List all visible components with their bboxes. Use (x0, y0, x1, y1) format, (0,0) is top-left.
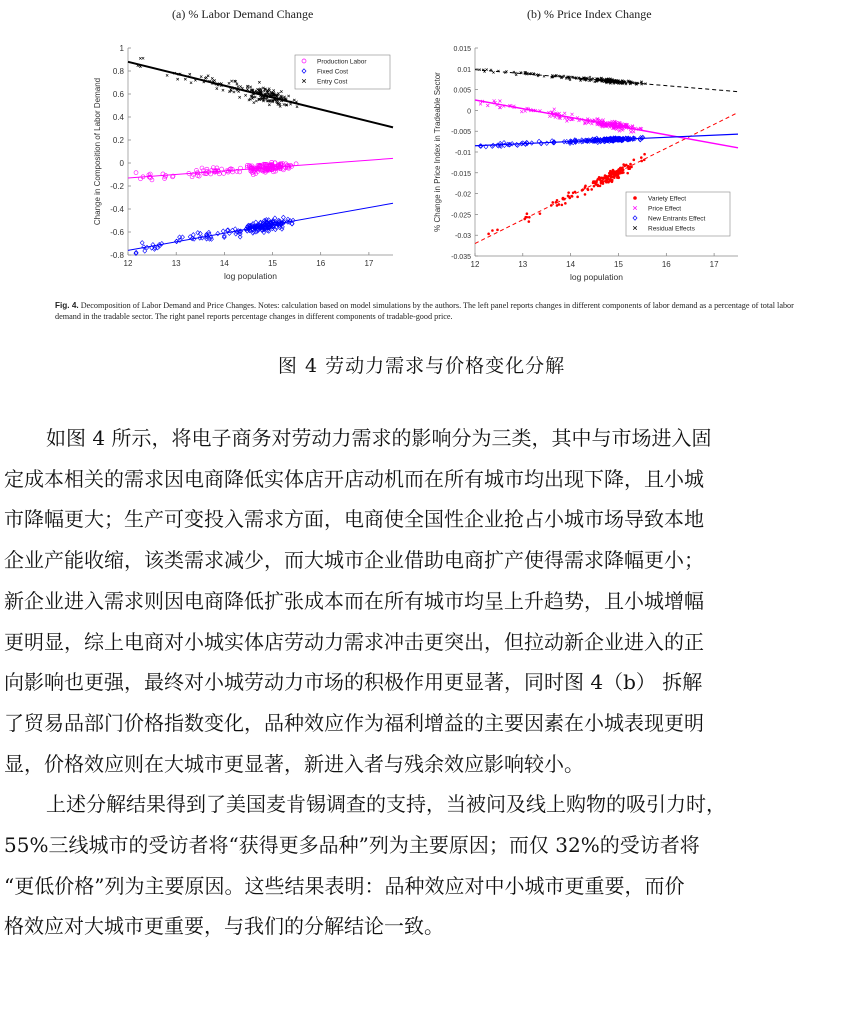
y-tick-label: 0.8 (112, 67, 124, 76)
x-tick-label: 12 (123, 259, 133, 268)
data-point (181, 235, 185, 239)
labor-demand-chart (88, 40, 400, 285)
data-point (236, 83, 238, 85)
y-tick-label: -0.025 (451, 212, 471, 220)
data-point (630, 166, 633, 169)
panel-a-title: (a) % Labor Demand Change (172, 7, 314, 21)
fit-line (128, 158, 393, 178)
data-point (584, 193, 587, 196)
data-point (289, 103, 291, 105)
data-point (558, 203, 561, 206)
y-tick-label: -0.01 (455, 150, 471, 157)
y-tick-label: 0.005 (453, 87, 471, 95)
x-tick-label: 12 (470, 260, 480, 269)
paragraph-2 (4, 784, 839, 947)
data-point (613, 176, 616, 179)
data-point (608, 180, 611, 183)
body-line: 上述分解结果得到了美国麦肯锡调查的支持，当被问及线上购物的吸引力时， (46, 792, 726, 817)
body-line: 更明显，综上电商对小城实体店劳动力需求冲击更突出，但拉动新企业进入的正 (4, 629, 704, 654)
data-point (233, 91, 235, 93)
figure-caption-label: Fig. 4. (55, 301, 79, 310)
x-tick-label: 14 (219, 259, 229, 268)
x-axis-label: log population (570, 272, 623, 282)
y-tick-label: -0.03 (455, 233, 471, 241)
data-point (602, 177, 605, 180)
paragraph-1 (4, 418, 839, 784)
figure-title-chinese: 图 4 劳动力需求与价格变化分解 (277, 355, 566, 377)
data-point (293, 99, 295, 101)
data-point (597, 185, 600, 188)
data-point (176, 78, 178, 80)
data-point (629, 131, 632, 134)
data-point (563, 112, 566, 115)
data-point (567, 195, 570, 198)
legend-label: Entry Cost (317, 78, 348, 86)
legend-marker (633, 196, 637, 200)
data-point (632, 159, 635, 162)
data-point (254, 96, 256, 98)
x-axis-label: log population (224, 271, 277, 281)
data-point (584, 186, 587, 189)
data-point (615, 128, 618, 131)
data-point (249, 86, 251, 88)
x-tick-label: 16 (661, 260, 671, 269)
y-tick-label: -0.02 (455, 191, 471, 199)
data-point (551, 201, 554, 204)
body-line: 了贸易品部门价格指数变化，品种效应作为福利增益的主要因素在小城表现更明 (4, 710, 704, 735)
data-point (623, 165, 626, 168)
x-tick-label: 14 (566, 260, 576, 269)
body-line: 55%三线城市的受访者将“获得更多品种”列为主要原因；而仅 32%的受访者将 (4, 833, 700, 858)
data-point (526, 212, 529, 215)
data-point (216, 87, 218, 89)
body-line: 显，价格效应则在大城市更显著，新进入者与残余效应影响较小。 (4, 751, 584, 776)
data-point (281, 215, 285, 219)
data-point (211, 77, 213, 79)
price-index-chart (430, 40, 742, 285)
y-tick-label: 0.6 (112, 90, 124, 99)
y-tick-label: 0 (119, 159, 124, 168)
series-production-labor (128, 158, 393, 181)
x-tick-label: 16 (316, 259, 326, 268)
data-point (617, 176, 620, 179)
data-point (237, 85, 239, 87)
data-point (539, 212, 542, 215)
data-point (221, 229, 225, 233)
data-point (618, 129, 621, 132)
data-point (142, 57, 144, 59)
data-point (253, 101, 255, 103)
data-point (143, 249, 147, 253)
y-tick-label: 0.4 (112, 113, 124, 122)
data-point (590, 188, 593, 191)
body-line: 企业产能收缩，该类需求减少，而大城市企业借助电商扩产使得需求降幅更小； (4, 548, 704, 573)
series-fixed-cost (128, 203, 393, 255)
data-point (238, 96, 240, 98)
data-point (602, 182, 605, 185)
legend-label: Variety Effect (648, 195, 687, 203)
y-tick-label: -0.4 (110, 205, 124, 214)
data-point (296, 105, 298, 107)
data-point (283, 103, 285, 105)
body-line: 新企业进入需求则因电商降低扩张成本而在所有城市均呈上升趋势，且小城增幅 (4, 588, 704, 613)
data-point (479, 69, 481, 71)
legend-label: Production Labor (317, 58, 367, 66)
data-point (622, 171, 625, 174)
y-tick-label: -0.015 (451, 170, 471, 178)
data-point (184, 78, 186, 80)
data-point (567, 118, 570, 121)
data-point (190, 175, 194, 179)
data-point (498, 106, 501, 109)
data-point (487, 233, 490, 236)
y-tick-label: -0.2 (110, 182, 124, 191)
x-tick-label: 15 (614, 260, 623, 269)
data-point (268, 104, 270, 106)
data-point (498, 99, 501, 102)
body-line: 定成本相关的需求因电商降低实体店开店动机而在所有城市均出现下降，且小城 (4, 466, 704, 491)
body-line: 格效应对大城市更重要，与我们的分解结论一致。 (4, 914, 444, 939)
data-point (258, 81, 260, 83)
data-point (255, 100, 257, 102)
data-point (576, 196, 579, 199)
y-tick-label: 0.2 (112, 136, 124, 145)
data-point (548, 115, 551, 118)
y-tick-label: -0.6 (110, 228, 124, 237)
data-point (612, 169, 615, 172)
series-new-entrants-effect (475, 134, 738, 149)
data-point (189, 73, 191, 75)
data-point (222, 89, 224, 91)
data-point (491, 229, 494, 232)
data-point (629, 163, 632, 166)
body-line: 向影响也更强，最终对小城劳动力市场的积极作用更显著，同时图 4（b） 拆解 (4, 670, 703, 695)
data-point (272, 89, 274, 91)
data-point (617, 169, 620, 172)
fit-line (128, 203, 393, 250)
data-point (610, 171, 613, 174)
data-point (593, 185, 596, 188)
data-point (564, 202, 567, 205)
data-point (596, 178, 599, 181)
data-point (520, 110, 523, 113)
legend-label: Fixed Cost (317, 68, 349, 76)
data-point (643, 153, 646, 156)
series-residual-effects (475, 68, 738, 91)
legend-label: Price Effect (648, 205, 682, 213)
data-point (230, 80, 232, 82)
data-point (238, 170, 242, 174)
x-tick-label: 17 (709, 260, 719, 269)
y-tick-label: -0.8 (110, 251, 124, 260)
data-point (200, 75, 202, 77)
fit-line (475, 134, 738, 146)
y-tick-label: 1 (119, 44, 124, 53)
y-tick-label: -0.005 (451, 129, 471, 137)
data-point (134, 171, 138, 175)
data-point (228, 82, 230, 84)
legend-label: Residual Effects (648, 225, 695, 233)
data-point (640, 156, 643, 159)
panel-b-title: (b) % Price Index Change (527, 7, 652, 21)
data-point (604, 174, 607, 177)
y-tick-label: -0.035 (451, 254, 471, 261)
data-point (553, 108, 556, 111)
data-point (140, 241, 144, 245)
data-point (528, 220, 531, 223)
y-tick-label: 0 (467, 108, 471, 116)
body-text (4, 418, 839, 947)
x-tick-label: 13 (518, 260, 528, 269)
data-point (238, 235, 242, 239)
data-point (287, 95, 289, 97)
y-tick-label: 0.01 (457, 66, 471, 74)
data-point (486, 104, 489, 107)
data-point (586, 188, 589, 191)
data-point (239, 85, 241, 87)
data-point (545, 141, 549, 145)
data-point (244, 94, 246, 96)
data-point (280, 90, 282, 92)
figure-caption (55, 300, 795, 322)
x-tick-label: 15 (268, 259, 277, 268)
data-point (571, 113, 574, 116)
x-tick-label: 17 (364, 259, 374, 268)
data-point (194, 168, 198, 172)
figure-caption-text: Decomposition of Labor Demand and Price Changes. Notes: calculation based on model simulations by the authors. The left panel reports changes in different components of labor demand as a percentage of total labor demand in the tradable sector. The right panel reports percentage changes in different components of tradable-good price. (55, 301, 794, 321)
body-line: 市降幅更大；生产可变投入需求方面，电商使全国性企业抢占小城市场导致本地 (4, 507, 704, 532)
data-point (496, 229, 499, 232)
body-line: 如图 4 所示，将电子商务对劳动力需求的影响分为三类，其中与市场进入固 (46, 426, 712, 450)
data-point (204, 77, 206, 79)
data-point (632, 130, 635, 133)
y-tick-label: 0.015 (453, 46, 471, 53)
data-point (492, 71, 494, 73)
data-point (190, 82, 192, 84)
x-tick-label: 13 (171, 259, 181, 268)
data-point (479, 102, 482, 105)
body-line: “更低价格”列为主要原因。这些结果表明：品种效应对中小城市更重要，而价 (4, 873, 685, 898)
data-point (561, 204, 564, 207)
data-point (626, 172, 629, 175)
y-axis-label: % Change in Price Index in Tradeable Sector (433, 72, 442, 232)
data-point (589, 76, 591, 78)
legend-label: New Entrants Effect (648, 215, 706, 223)
data-point (268, 88, 270, 90)
data-point (197, 174, 201, 178)
data-point (139, 57, 141, 59)
data-point (567, 191, 570, 194)
data-point (166, 74, 168, 76)
y-axis-label: Change in Composition of Labor Demand (93, 77, 102, 226)
